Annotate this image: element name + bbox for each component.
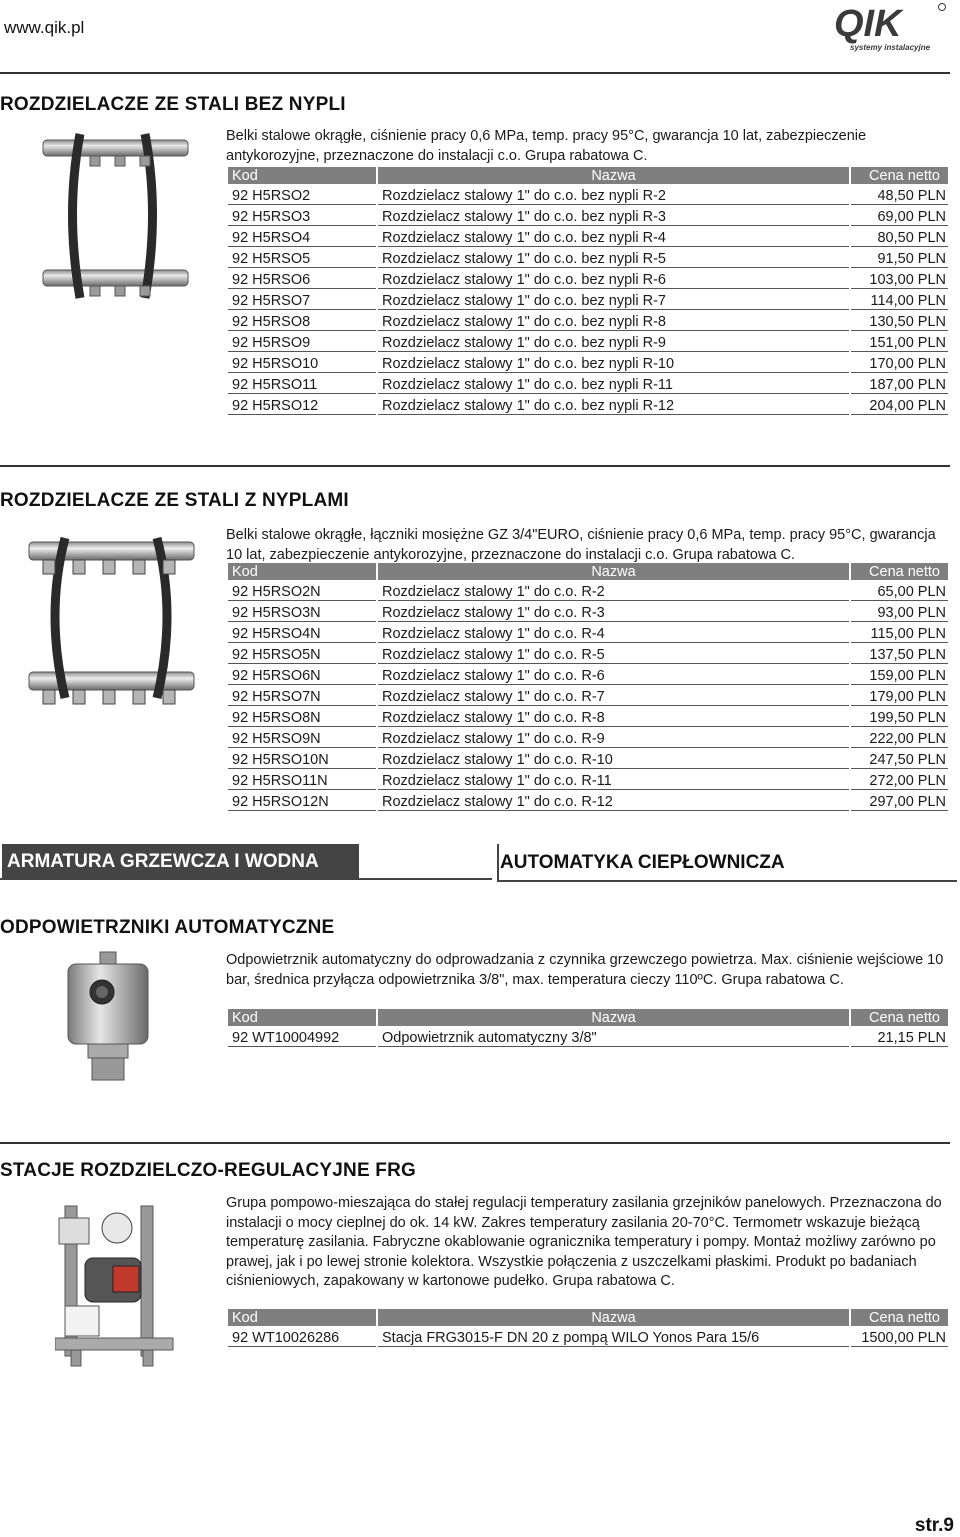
- product-name: Rozdzielacz stalowy 1" do c.o. bez nypli R-7: [378, 291, 849, 310]
- table-row: [228, 645, 948, 664]
- table-row: [228, 228, 948, 247]
- table-row: [228, 582, 948, 601]
- page-number: str.9: [914, 1515, 954, 1536]
- price-table: [226, 165, 950, 417]
- product-code: 92 H5RSO3N: [228, 603, 376, 622]
- product-code: 92 H5RSO11N: [228, 771, 376, 790]
- product-code: 92 H5RSO2N: [228, 582, 376, 601]
- product-code: 92 H5RSO6N: [228, 666, 376, 685]
- air-vent-image: [62, 950, 154, 1085]
- col-header-nazwa: Nazwa: [378, 563, 849, 580]
- product-price: 130,50 PLN: [851, 312, 948, 331]
- col-header-kod: Kod: [228, 167, 376, 184]
- col-header-cena: Cena netto: [851, 1009, 948, 1026]
- col-header-cena: Cena netto: [851, 563, 948, 580]
- product-name: Rozdzielacz stalowy 1" do c.o. bez nypli R-12: [378, 396, 849, 415]
- product-code: 92 H5RSO8: [228, 312, 376, 331]
- product-code: 92 H5RSO6: [228, 270, 376, 289]
- product-price: 21,15 PLN: [851, 1028, 948, 1047]
- product-code: 92 H5RSO12: [228, 396, 376, 415]
- product-name: Rozdzielacz stalowy 1" do c.o. bez nypli R-3: [378, 207, 849, 226]
- product-code: 92 H5RSO5: [228, 249, 376, 268]
- table-row: [228, 396, 948, 415]
- product-code: 92 H5RSO12N: [228, 792, 376, 811]
- product-code: 92 H5RSO2: [228, 186, 376, 205]
- col-header-kod: Kod: [228, 1309, 376, 1326]
- product-name: Stacja FRG3015-F DN 20 z pompą WILO Yonos Para 15/6: [378, 1328, 849, 1347]
- table-row: [228, 687, 948, 706]
- product-price: 204,00 PLN: [851, 396, 948, 415]
- col-header-cena: Cena netto: [851, 1309, 948, 1326]
- col-header-kod: Kod: [228, 563, 376, 580]
- banner-automatyka-label: AUTOMATYKA CIEPŁOWNICZA: [500, 852, 785, 873]
- table-row: [228, 186, 948, 205]
- product-name: Rozdzielacz stalowy 1" do c.o. R-7: [378, 687, 849, 706]
- product-name: Rozdzielacz stalowy 1" do c.o. bez nypli R-5: [378, 249, 849, 268]
- section-title-stacje-frg: STACJE ROZDZIELCZO-REGULACYJNE FRG: [0, 1160, 417, 1181]
- table-row: [228, 1328, 948, 1347]
- product-code: 92 WT10026286: [228, 1328, 376, 1347]
- manifold-image-z-nyplami: [25, 530, 205, 710]
- product-name: Rozdzielacz stalowy 1" do c.o. R-3: [378, 603, 849, 622]
- product-name: Rozdzielacz stalowy 1" do c.o. R-9: [378, 729, 849, 748]
- product-price: 93,00 PLN: [851, 603, 948, 622]
- product-price: 137,50 PLN: [851, 645, 948, 664]
- table-row: [228, 603, 948, 622]
- product-price: 247,50 PLN: [851, 750, 948, 769]
- divider-top: [0, 72, 950, 74]
- product-code: 92 H5RSO10: [228, 354, 376, 373]
- product-name: Rozdzielacz stalowy 1" do c.o. R-10: [378, 750, 849, 769]
- product-price: 103,00 PLN: [851, 270, 948, 289]
- product-name: Rozdzielacz stalowy 1" do c.o. R-5: [378, 645, 849, 664]
- section-title-bez-nypli: ROZDZIELACZE ZE STALI BEZ NYPLI: [0, 94, 346, 115]
- banner-armatura: [0, 844, 492, 880]
- product-price: 272,00 PLN: [851, 771, 948, 790]
- product-price: 80,50 PLN: [851, 228, 948, 247]
- product-code: 92 H5RSO7: [228, 291, 376, 310]
- divider-section-2: [0, 465, 950, 467]
- product-price: 115,00 PLN: [851, 624, 948, 643]
- product-price: 48,50 PLN: [851, 186, 948, 205]
- product-code: 92 H5RSO4N: [228, 624, 376, 643]
- section-title-z-nyplami: ROZDZIELACZE ZE STALI Z NYPLAMI: [0, 490, 349, 511]
- product-code: 92 H5RSO9N: [228, 729, 376, 748]
- product-price: 170,00 PLN: [851, 354, 948, 373]
- col-header-nazwa: Nazwa: [378, 167, 849, 184]
- table-row: [228, 729, 948, 748]
- product-name: Rozdzielacz stalowy 1" do c.o. bez nypli R-8: [378, 312, 849, 331]
- product-price: 159,00 PLN: [851, 666, 948, 685]
- product-price: 179,00 PLN: [851, 687, 948, 706]
- pump-station-image: [55, 1198, 175, 1370]
- table-row: [228, 750, 948, 769]
- section-description: Belki stalowe okrągłe, ciśnienie pracy 0,6 MPa, temp. pracy 95°C, gwarancja 10 lat, zabezpieczenie antykorozyjne, przeznaczone do instalacji c.o. Grupa rabatowa C.: [226, 128, 867, 164]
- product-price: 69,00 PLN: [851, 207, 948, 226]
- product-code: 92 H5RSO11: [228, 375, 376, 394]
- product-name: Rozdzielacz stalowy 1" do c.o. bez nypli R-10: [378, 354, 849, 373]
- product-price: 199,50 PLN: [851, 708, 948, 727]
- product-code: 92 H5RSO9: [228, 333, 376, 352]
- price-table: [226, 1007, 950, 1049]
- table-row: [228, 708, 948, 727]
- table-row: [228, 312, 948, 331]
- product-name: Odpowietrznik automatyczny 3/8": [378, 1028, 849, 1047]
- product-code: 92 H5RSO10N: [228, 750, 376, 769]
- table-row: [228, 666, 948, 685]
- table-row: [228, 270, 948, 289]
- product-name: Rozdzielacz stalowy 1" do c.o. bez nypli R-2: [378, 186, 849, 205]
- table-row: [228, 792, 948, 811]
- col-header-nazwa: Nazwa: [378, 1009, 849, 1026]
- section-description: Grupa pompowo-mieszająca do stałej regulacji temperatury zasilania grzejników panelowych. Przeznaczona do instalacji o mocy cieplnej do ok. 14 kW. Zakres temperatury zasilania 20-70°C. Termometr wskazuje bieżącą temperaturę zasilania. Fabryczne okablowanie ogranicznika temperatury i pompy. Montaż możliwy zarówno po prawej, jak i po lewej stronie kolektora. Wszystkie połączenia z uszczelkami płaskimi. Produkt po badaniach ciśnieniowych, zapakowany w kartonowe pudełko. Grupa rabatowa C.: [226, 1195, 942, 1289]
- table-row: [228, 771, 948, 790]
- section-title-odpowietrzniki: ODPOWIETRZNIKI AUTOMATYCZNE: [0, 917, 335, 938]
- product-code: 92 H5RSO8N: [228, 708, 376, 727]
- product-name: Rozdzielacz stalowy 1" do c.o. R-8: [378, 708, 849, 727]
- product-name: Rozdzielacz stalowy 1" do c.o. R-6: [378, 666, 849, 685]
- product-price: 91,50 PLN: [851, 249, 948, 268]
- product-code: 92 H5RSO7N: [228, 687, 376, 706]
- divider-section-4: [0, 1142, 950, 1144]
- product-price: 222,00 PLN: [851, 729, 948, 748]
- product-price: 297,00 PLN: [851, 792, 948, 811]
- product-name: Rozdzielacz stalowy 1" do c.o. R-12: [378, 792, 849, 811]
- table-row: [228, 1028, 948, 1047]
- product-name: Rozdzielacz stalowy 1" do c.o. R-11: [378, 771, 849, 790]
- product-price: 114,00 PLN: [851, 291, 948, 310]
- website-url: www.qik.pl: [4, 18, 85, 37]
- product-price: 187,00 PLN: [851, 375, 948, 394]
- table-row: [228, 333, 948, 352]
- banner-armatura-label: ARMATURA GRZEWCZA I WODNA: [2, 844, 359, 878]
- manifold-image-bez-nypli: [35, 128, 193, 306]
- table-row: [228, 624, 948, 643]
- table-row: [228, 249, 948, 268]
- product-name: Rozdzielacz stalowy 1" do c.o. bez nypli R-11: [378, 375, 849, 394]
- svg-text:QIK: QIK: [834, 3, 902, 45]
- banner-automatyka: [497, 844, 957, 882]
- price-table: [226, 561, 950, 813]
- table-row: [228, 207, 948, 226]
- product-price: 1500,00 PLN: [851, 1328, 948, 1347]
- product-name: Rozdzielacz stalowy 1" do c.o. R-4: [378, 624, 849, 643]
- product-code: 92 H5RSO4: [228, 228, 376, 247]
- product-name: Rozdzielacz stalowy 1" do c.o. bez nypli R-6: [378, 270, 849, 289]
- table-row: [228, 291, 948, 310]
- product-price: 151,00 PLN: [851, 333, 948, 352]
- section-description: Odpowietrznik automatyczny do odprowadzania z czynnika grzewczego powietrza. Max. ciśnienie wejściowe 10 bar, średnica przyłącza odpowietrznika 3/8", max. temperatura cieczy 110ºC. Grupa rabatowa C.: [226, 952, 944, 988]
- product-name: Rozdzielacz stalowy 1" do c.o. bez nypli R-9: [378, 333, 849, 352]
- col-header-kod: Kod: [228, 1009, 376, 1026]
- product-code: 92 H5RSO3: [228, 207, 376, 226]
- col-header-nazwa: Nazwa: [378, 1309, 849, 1326]
- qik-logo: [832, 2, 947, 54]
- price-table: [226, 1307, 950, 1349]
- logo-tagline: systemy instalacyjne: [850, 43, 931, 52]
- product-price: 65,00 PLN: [851, 582, 948, 601]
- table-row: [228, 375, 948, 394]
- col-header-cena: Cena netto: [851, 167, 948, 184]
- product-name: Rozdzielacz stalowy 1" do c.o. R-2: [378, 582, 849, 601]
- product-code: 92 WT10004992: [228, 1028, 376, 1047]
- section-description: Belki stalowe okrągłe, łączniki mosiężne GZ 3/4"EURO, ciśnienie pracy 0,6 MPa, temp. pracy 95°C, gwarancja 10 lat, zabezpieczenie antykorozyjne, przeznaczone do instalacji c.o. Grupa rabatowa C.: [226, 527, 936, 563]
- product-name: Rozdzielacz stalowy 1" do c.o. bez nypli R-4: [378, 228, 849, 247]
- product-code: 92 H5RSO5N: [228, 645, 376, 664]
- table-row: [228, 354, 948, 373]
